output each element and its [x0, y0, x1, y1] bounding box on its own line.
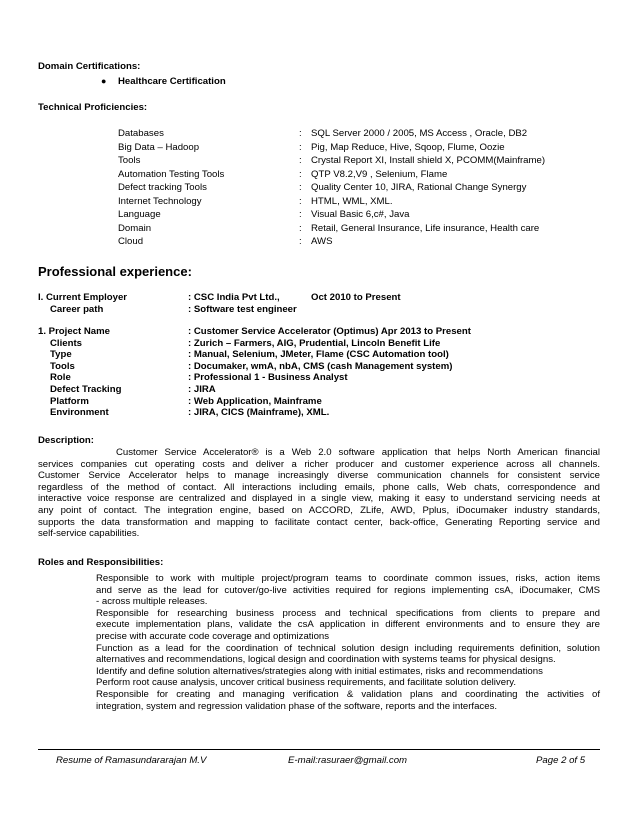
proficiency-colon: : [299, 155, 302, 166]
employer-period: Oct 2010 to Present [311, 292, 401, 303]
role-item-line: Identify and define solution alternatives/strategies along with initial estimates, risks and recommendations [96, 665, 543, 677]
role-item-line: Responsible to work with multiple project/program teams to coordinate common issues, risks, action items [96, 573, 600, 584]
proficiency-label: Domain [118, 222, 152, 234]
roles-heading: Roles and Responsibilities: [38, 557, 164, 568]
proficiency-colon: : [299, 141, 302, 153]
proficiency-label: Big Data – Hadoop [118, 141, 200, 153]
project-field-value: : Customer Service Accelerator (Optimus) Apr 2013 to Present [188, 326, 471, 337]
role-item-line: - across multiple releases. [96, 596, 208, 608]
career-value: : Software test engineer [188, 304, 297, 315]
proficiency-value: Quality Center 10, JIRA, Rational Change Synergy [311, 182, 527, 193]
description-line: Customer Service Accelerator® is a Web 2.0 software application that helps North American financial [116, 447, 600, 458]
project-field-label: Tools [50, 360, 75, 372]
proficiency-value: HTML, WML, XML. [311, 195, 393, 207]
project-field-label: Role [50, 372, 71, 384]
project-field-value: : Web Application, Mainframe [188, 395, 322, 407]
project-field-value: : Zurich – Farmers, AIG, Prudential, Lincoln Benefit Life [188, 337, 441, 349]
description-line: services companies cut operating costs and deliver a richer producer and customer experience across all channels. [38, 458, 600, 470]
description-line: Customer Service Accelerator helps to manage increasingly diverse communication channels for consistent service [38, 470, 600, 482]
proficiency-colon: : [299, 128, 302, 139]
proficiency-value: QTP V8.2,V9 , Selenium, Flame [311, 168, 448, 180]
proficiency-colon: : [299, 182, 302, 193]
bullet-icon: ● [101, 76, 107, 86]
proficiency-colon: : [299, 209, 302, 220]
proficiency-colon: : [299, 195, 302, 207]
project-field-label: Defect Tracking [50, 384, 122, 395]
proficiency-label: Databases [118, 128, 164, 139]
description-line: self-service capabilities. [38, 528, 140, 540]
proficiency-colon: : [299, 236, 302, 247]
proficiency-colon: : [299, 168, 302, 180]
proficiency-value: AWS [311, 236, 333, 247]
footer-email: E-mail:rasuraer@gmail.com [288, 755, 408, 766]
proficiency-value: Pig, Map Reduce, Hive, Sqoop, Flume, Oozie [311, 141, 505, 153]
role-item-line: integration, system and regression validation phase of the software, reports and the interfaces. [96, 700, 498, 712]
project-field-value: : Manual, Selenium, JMeter, Flame (CSC Automation tool) [188, 349, 449, 361]
proficiency-colon: : [299, 222, 302, 234]
role-item-line: Function as a lead for the coordination of technical solution design including requirements definition, solution [96, 642, 600, 654]
role-item-line: and serve as the lead for cutover/go-live activities required for regions implementing csA, iDocumaker, CMS [96, 584, 600, 596]
role-item-line: Responsible for researching business process and technical specifications from clients to prepare and [96, 607, 600, 619]
description-line: supports the data transformation and mapping to facilitate contact center, back-office, Generating Reporting service and [38, 516, 600, 528]
footer-divider [38, 749, 600, 750]
technical-proficiencies-heading: Technical Proficiencies: [38, 102, 148, 113]
project-field-value: : JIRA [188, 384, 216, 395]
project-field-label: Clients [50, 337, 82, 349]
description-line: interactive voice response are centralized and displayed in a single view, making it easy to understand servicing needs at [38, 493, 600, 505]
certification-item: Healthcare Certification [118, 76, 226, 87]
description-line: any point of contact. The integration engine, based on ACCORD, ZLife, AWD, Pplus, iDocumaker industry standards, [38, 505, 600, 516]
employer-value: : CSC India Pvt Ltd., [188, 292, 280, 303]
proficiency-value: Retail, General Insurance, Life insurance, Health care [311, 222, 540, 234]
proficiency-label: Internet Technology [118, 195, 202, 207]
role-item-line: precise with accurate code coverage and optimizations [96, 631, 330, 642]
proficiency-label: Language [118, 209, 161, 220]
project-field-value: : Professional 1 - Business Analyst [188, 372, 348, 384]
proficiency-value: SQL Server 2000 / 2005, MS Access , Oracle, DB2 [311, 128, 528, 139]
proficiency-label: Cloud [118, 236, 144, 247]
project-field-label: Type [50, 349, 72, 361]
proficiency-label: Tools [118, 155, 141, 166]
project-field-value: : JIRA, CICS (Mainframe), XML. [188, 407, 330, 419]
footer-name: Resume of Ramasundararajan M.V [56, 755, 207, 766]
project-field-label: 1. Project Name [38, 326, 110, 337]
role-item-line: Perform root cause analysis, uncover critical business requirements, and facilitate solution delivery. [96, 677, 517, 689]
proficiency-label: Defect tracking Tools [118, 182, 207, 193]
proficiency-label: Automation Testing Tools [118, 168, 225, 180]
role-item-line: alternatives and recommendations, logical design and coordination with systems teams for physical designs. [96, 654, 556, 666]
career-label: Career path [50, 304, 104, 315]
proficiency-value: Crystal Report XI, Install shield X, PCOMM(Mainframe) [311, 155, 546, 166]
employer-label: I. Current Employer [38, 292, 128, 303]
role-item-line: Responsible for creating and managing verification & validation plans and coordinating the activities of [96, 689, 600, 700]
professional-experience-heading: Professional experience: [38, 264, 192, 279]
project-field-label: Platform [50, 395, 89, 407]
role-item-line: execute implementation plans, validate the csA application in different environments and to ensure they are [96, 619, 600, 631]
footer-page: Page 2 of 5 [536, 755, 586, 766]
description-line: regardless of the method of contact. All interactions including emails, phone calls, Web chats, correspondence and [38, 481, 600, 493]
description-heading: Description: [38, 435, 94, 446]
project-field-value: : Documaker, wmA, nbA, CMS (cash Management system) [188, 360, 453, 372]
domain-certifications-heading: Domain Certifications: [38, 61, 141, 72]
project-field-label: Environment [50, 407, 109, 419]
proficiency-value: Visual Basic 6,c#, Java [311, 209, 410, 220]
